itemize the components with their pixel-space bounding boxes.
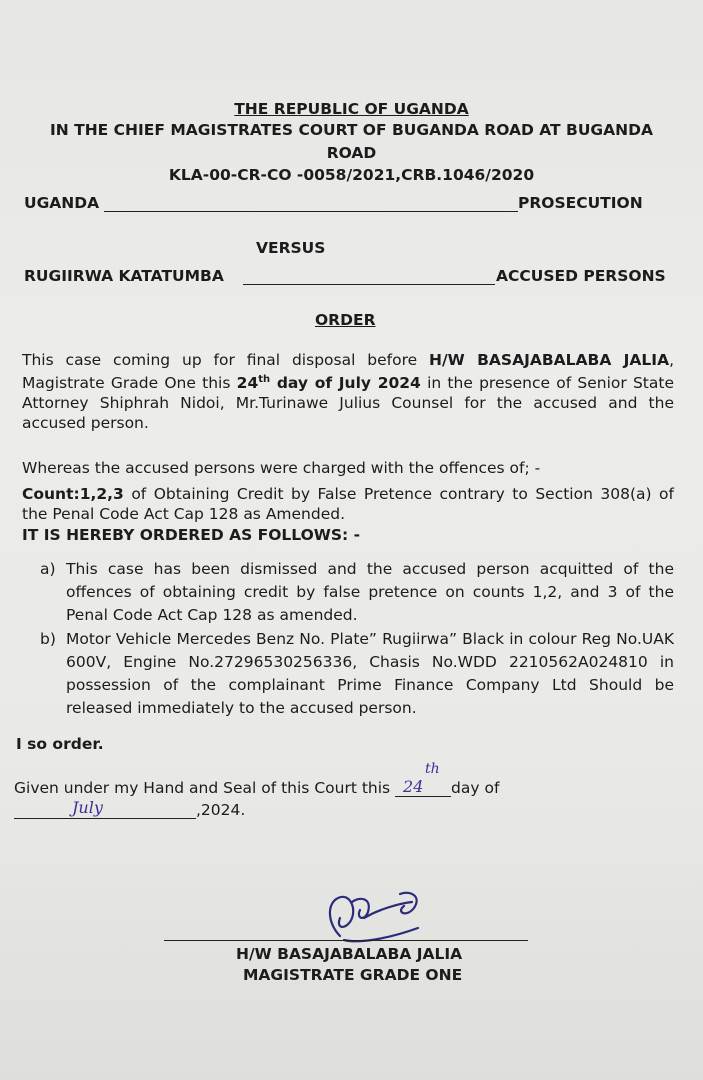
party-line-prosecution [104, 196, 518, 212]
given-day-handwritten: 24 [403, 777, 424, 796]
intro-judge-name: H/W BASAJABALABA JALIA [429, 351, 670, 369]
given-month-line [14, 798, 246, 819]
signature-line [164, 940, 528, 941]
intro-text-3: in the presence of Senior State Attorney Shiphrah Nidoi, Mr.Turinawe Julius Counsel for the accused and the accused person. [22, 374, 674, 433]
party-line-accused [243, 269, 495, 285]
case-number: KLA-00-CR-CO -0058/2021,CRB.1046/2020 [168, 166, 535, 184]
versus-label: VERSUS [256, 239, 326, 257]
order-title: ORDER [315, 311, 376, 329]
party-accused-role: ACCUSED PERSONS [496, 267, 666, 285]
order-item-label: a) [40, 560, 56, 578]
party-prosecution-role: PROSECUTION [518, 194, 643, 212]
order-item-text: Motor Vehicle Mercedes Benz No. Plate” Rugiirwa” Black in colour Reg No.UAK 600V, Engine No.27296530256336, Chasis No.WDD 2210562A024810 in possession of the complainant Prime Finance Company Ltd Should be released immediately to the accused person. [66, 630, 674, 717]
court-heading-line1: IN THE CHIEF MAGISTRATES COURT OF BUGANDA ROAD AT BUGANDA [50, 121, 653, 139]
given-month-handwritten: July [72, 798, 103, 817]
intro-paragraph [22, 350, 674, 433]
party-accused: RUGIIRWA KATATUMBA [24, 267, 224, 285]
given-month-blank [14, 798, 196, 819]
intro-text-2: , Magistrate Grade One this [22, 351, 675, 393]
given-day-suffix-handwritten: th [425, 761, 440, 777]
so-order: I so order. [16, 735, 104, 753]
party-prosecutor: UGANDA [24, 194, 100, 212]
intro-text-1: This case coming up for final disposal before [22, 351, 430, 369]
court-heading-line2: ROAD [326, 144, 377, 162]
count-label: Count:1,2,3 [22, 485, 124, 503]
given-day-of: day of [451, 779, 500, 797]
intro-day-suffix: th [258, 374, 271, 385]
given-text: Given under my Hand and Seal of this Court this [14, 779, 396, 797]
signatory-title: MAGISTRATE GRADE ONE [243, 966, 463, 984]
intro-day: 24 [236, 374, 259, 393]
republic-heading: THE REPUBLIC OF UGANDA [234, 100, 469, 118]
given-day-blank [395, 761, 451, 797]
count-paragraph [22, 484, 674, 524]
whereas-line: Whereas the accused persons were charged with the offences of; - [22, 459, 541, 477]
given-line [14, 761, 500, 797]
order-item-b [40, 628, 674, 720]
order-item-label: b) [40, 630, 56, 648]
intro-date: day of July 2024 [270, 374, 421, 393]
order-item-a [40, 558, 674, 627]
signatory-name: H/W BASAJABALABA JALIA [236, 945, 463, 963]
count-text: of Obtaining Credit by False Pretence contrary to Section 308(a) of the Penal Code Act Cap 128 as Amended. [22, 485, 674, 523]
ordered-heading: IT IS HEREBY ORDERED AS FOLLOWS: - [22, 526, 361, 544]
given-year: ,2024. [196, 801, 246, 819]
order-item-text: This case has been dismissed and the accused person acquitted of the offences of obtaining credit by false pretence on counts 1,2, and 3 of the Penal Code Act Cap 128 as amended. [66, 560, 674, 624]
magistrate-signature [300, 888, 450, 946]
